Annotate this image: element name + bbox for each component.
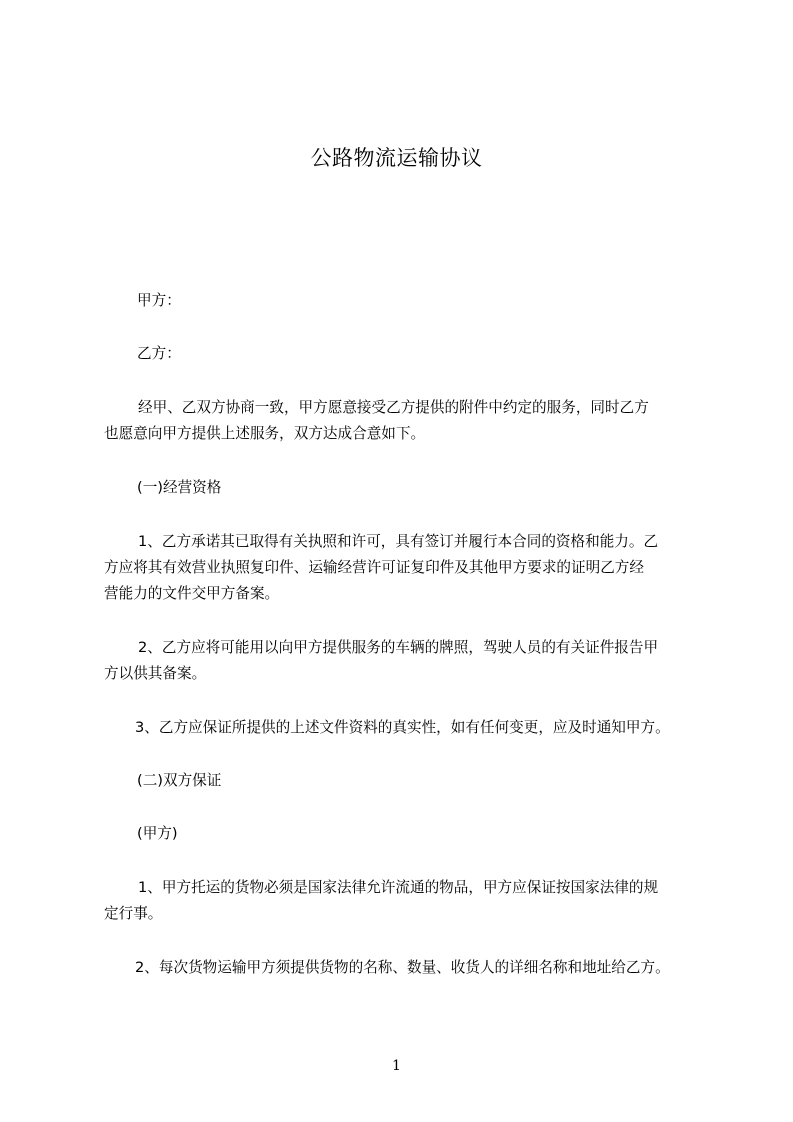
clause-2-1-line-1: 1、甲方托运的货物必须是国家法律允许流通的物品，甲方应保证按国家法律的规	[138, 879, 659, 896]
clause-1-1-line-3: 营能力的文件交甲方备案。	[104, 585, 280, 602]
clause-2-2: 2、每次货物运输甲方须提供货物的名称、数量、收货人的详细名称和地址给乙方。	[135, 959, 670, 976]
section-heading-guarantees: (二)双方保证	[137, 772, 222, 789]
intro-line-1: 经甲、乙双方协商一致，甲方愿意接受乙方提供的附件中约定的服务，同时乙方	[138, 399, 649, 416]
clause-1-2-line-2: 方以供其备案。	[104, 665, 207, 682]
clause-1-3: 3、乙方应保证所提供的上述文件资料的真实性，如有任何变更，应及时通知甲方。	[135, 719, 670, 736]
clause-1-1-line-1: 1、乙方承诺其已取得有关执照和许可，具有签订并履行本合同的资格和能力。乙	[138, 533, 659, 550]
party-b-label: 乙方：	[137, 345, 181, 362]
clause-2-1-line-2: 定行事。	[104, 905, 163, 922]
clause-1-1-line-2: 方应将其有效营业执照复印件、运输经营许可证复印件及其他甲方要求的证明乙方经	[104, 559, 644, 576]
section-heading-qualification: (一)经营资格	[137, 479, 222, 496]
party-a-label: 甲方：	[137, 292, 181, 309]
document-title: 公路物流运输协议	[310, 146, 483, 170]
page-number: 1	[392, 1058, 401, 1074]
clause-1-2-line-1: 2、乙方应将可能用以向甲方提供服务的车辆的牌照，驾驶人员的有关证件报告甲	[138, 639, 659, 656]
party-a-subheading: (甲方)	[137, 825, 178, 842]
intro-line-2: 也愿意向甲方提供上述服务，双方达成合意如下。	[104, 425, 426, 442]
